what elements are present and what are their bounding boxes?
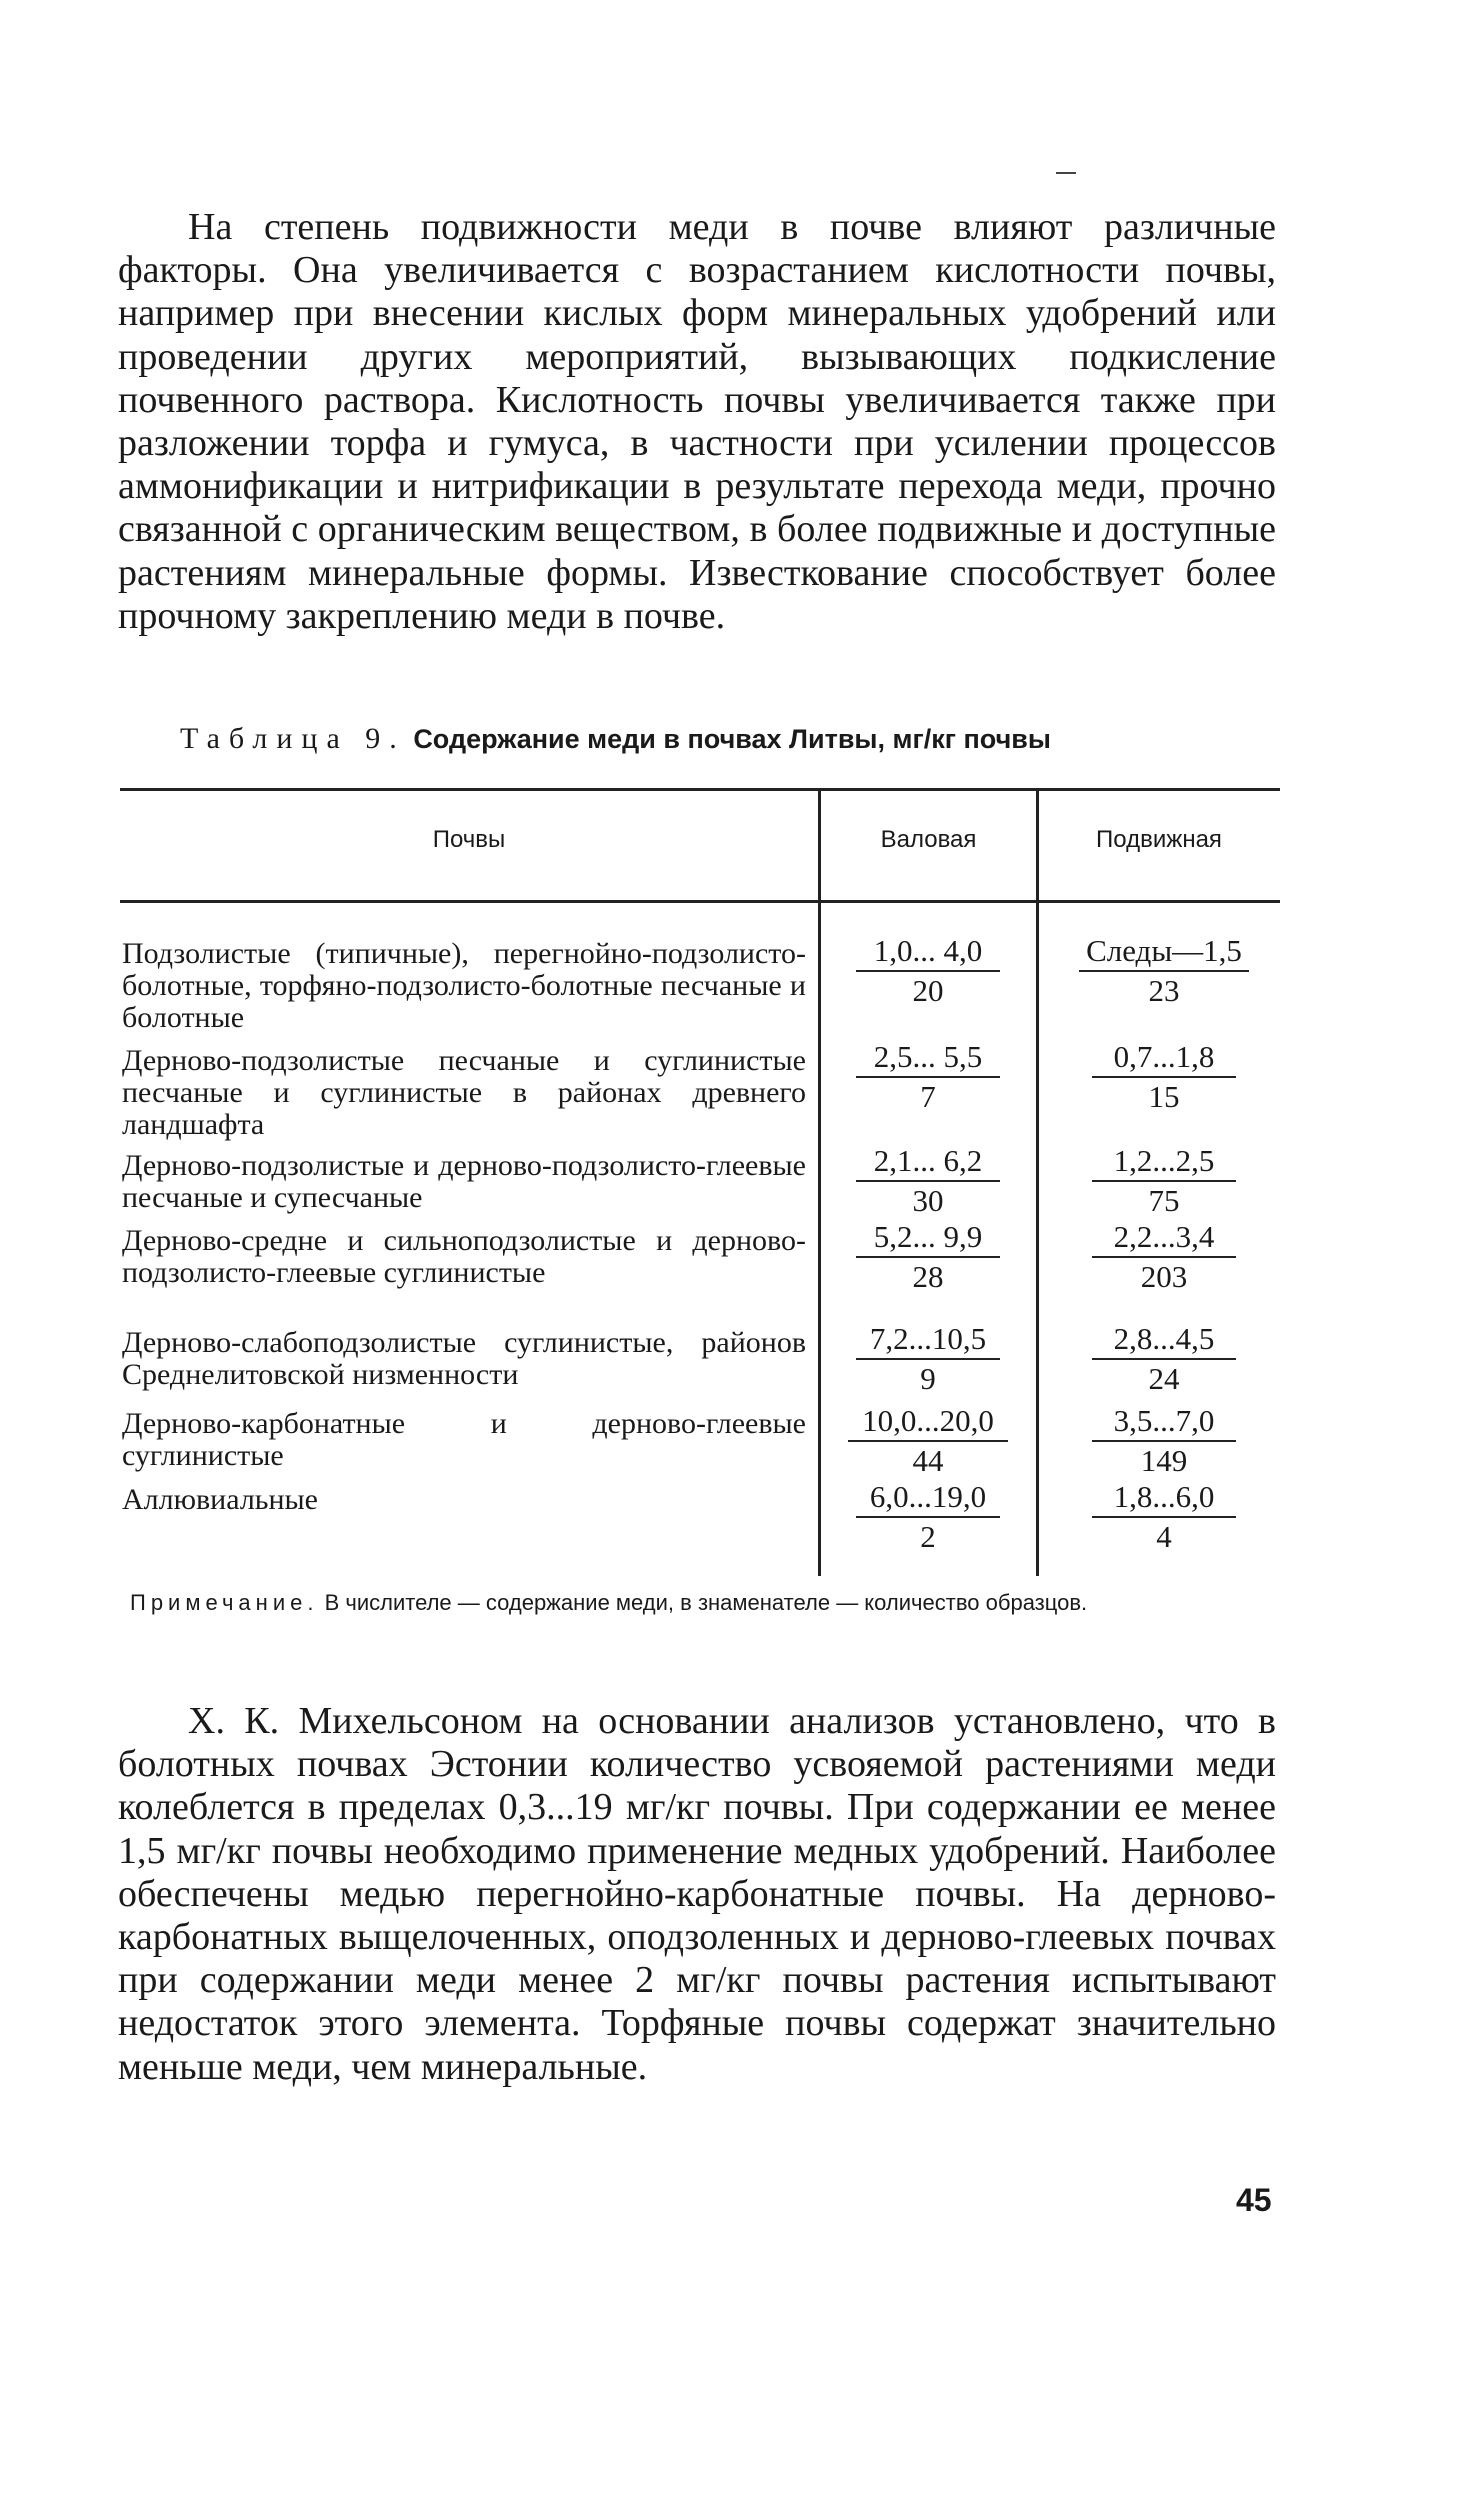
- mobile-value-fraction: [1074, 1322, 1254, 1396]
- mobile-sample-count: 75: [1148, 1183, 1180, 1218]
- mobile-range: 2,2...3,4: [1092, 1220, 1236, 1258]
- mobile-sample-count: 203: [1140, 1259, 1188, 1294]
- total-sample-count: 20: [912, 973, 944, 1008]
- table-row-soil: Аллювиальные: [122, 1483, 318, 1516]
- total-range: 2,5... 5,5: [856, 1040, 1000, 1078]
- mobile-sample-count: 4: [1156, 1519, 1172, 1554]
- mobile-sample-count: 23: [1148, 973, 1180, 1008]
- total-value-fraction: [838, 1040, 1018, 1114]
- table-note: [130, 1590, 1270, 1616]
- mobile-range: 1,8...6,0: [1092, 1480, 1236, 1518]
- total-range: 2,1... 6,2: [856, 1144, 1000, 1182]
- total-value-fraction: [838, 1480, 1018, 1554]
- table-header-rule: [120, 900, 1280, 903]
- table-row-soil: Дерново-слабоподзолистые суглинистые, районов Среднелитовской низменности: [122, 1326, 806, 1391]
- table-column-divider-1: [818, 788, 821, 1576]
- mobile-value-fraction: [1074, 934, 1254, 1008]
- mobile-sample-count: 149: [1140, 1443, 1188, 1478]
- mobile-sample-count: 24: [1148, 1361, 1180, 1396]
- mobile-range: 0,7...1,8: [1092, 1040, 1236, 1078]
- total-value-fraction: [838, 1144, 1018, 1218]
- note-label: Примечание.: [130, 1590, 319, 1615]
- total-value-fraction: [838, 1322, 1018, 1396]
- paragraph-1: На степень подвижности меди в почве влияют различные факторы. Она увеличивается с возрастанием кислотности почвы, например при внесении кислых форм минеральных удобрений или проведении других мероприятий, вызывающих подкисление почвенного раствора. Кислотность почвы увеличивается также при разложении торфа и гумуса, в частности при усилении процессов аммонификации и нитрификации в результате перехода меди, прочно связанной с органическим веществом, в более подвижные и доступные растениям минеральные формы. Известкование способствует более прочному закреплению меди в почве.: [118, 206, 1276, 637]
- total-sample-count: 30: [912, 1183, 944, 1218]
- table-row-soil: Дерново-подзолистые песчаные и суглинистые песчаные и суглинистые в районах древнего ландшафта: [122, 1044, 806, 1141]
- mobile-range: 1,2...2,5: [1092, 1144, 1236, 1182]
- paragraph-2: Х. К. Михельсоном на основании анализов установлено, что в болотных почвах Эстонии количество усвояемой растениями меди колеблется в пределах 0,3...19 мг/кг почвы. При содержании ее менее 1,5 мг/кг почвы необходимо применение медных удобрений. Наиболее обеспечены медью перегнойно-карбонатные почвы. На дерново-карбонатных выщелоченных, оподзоленных и дерново-глеевых почвах при содержании меди менее 2 мг/кг почвы растения испытывают недостаток этого элемента. Торфяные почвы содержат значительно меньше меди, чем минеральные.: [118, 1700, 1276, 2088]
- total-range: 6,0...19,0: [856, 1480, 1000, 1518]
- mobile-range: 2,8...4,5: [1092, 1322, 1236, 1360]
- table-row-soil: Дерново-средне и сильноподзолистые и дерново-подзолисто-глеевые суглинистые: [122, 1224, 806, 1289]
- page-number: 45: [1236, 2182, 1272, 2218]
- mobile-value-fraction: [1074, 1404, 1254, 1478]
- mobile-range: Следы—1,5: [1079, 934, 1249, 972]
- mobile-sample-count: 15: [1148, 1079, 1180, 1114]
- table-label: Таблица 9.: [180, 722, 406, 755]
- table-caption: [180, 722, 1280, 756]
- mobile-value-fraction: [1074, 1040, 1254, 1114]
- table-row-soil: Подзолистые (типичные), перегнойно-подзолисто-болотные, торфяно-подзолисто-болотные песчаные и болотные: [122, 937, 806, 1034]
- total-value-fraction: [838, 1404, 1018, 1478]
- total-sample-count: 9: [920, 1361, 936, 1396]
- mobile-value-fraction: [1074, 1480, 1254, 1554]
- table-row-soil: Дерново-карбонатные и дерново-глеевые суглинистые: [122, 1407, 806, 1472]
- total-range: 5,2... 9,9: [856, 1220, 1000, 1258]
- note-text: В числителе — содержание меди, в знаменателе — количество образцов.: [324, 1590, 1088, 1615]
- total-range: 1,0... 4,0: [856, 934, 1000, 972]
- mobile-value-fraction: [1074, 1144, 1254, 1218]
- table-title: Содержание меди в почвах Литвы, мг/кг почвы: [413, 724, 1051, 754]
- header-soils: Почвы: [432, 826, 506, 853]
- total-value-fraction: [838, 934, 1018, 1008]
- total-sample-count: 7: [920, 1079, 936, 1114]
- header-total: Валовая: [880, 826, 977, 853]
- total-sample-count: 44: [912, 1443, 944, 1478]
- total-range: 10,0...20,0: [848, 1404, 1008, 1442]
- total-range: 7,2...10,5: [856, 1322, 1000, 1360]
- header-mobile: Подвижная: [1096, 826, 1222, 853]
- table-row-soil: Дерново-подзолистые и дерново-подзолисто-глеевые песчаные и супесчаные: [122, 1149, 806, 1214]
- mobile-range: 3,5...7,0: [1092, 1404, 1236, 1442]
- header-dash: [1056, 172, 1076, 174]
- mobile-value-fraction: [1074, 1220, 1254, 1294]
- total-sample-count: 2: [920, 1519, 936, 1554]
- table-top-rule: [120, 788, 1280, 791]
- total-value-fraction: [838, 1220, 1018, 1294]
- total-sample-count: 28: [912, 1259, 944, 1294]
- table-column-divider-2: [1036, 788, 1039, 1576]
